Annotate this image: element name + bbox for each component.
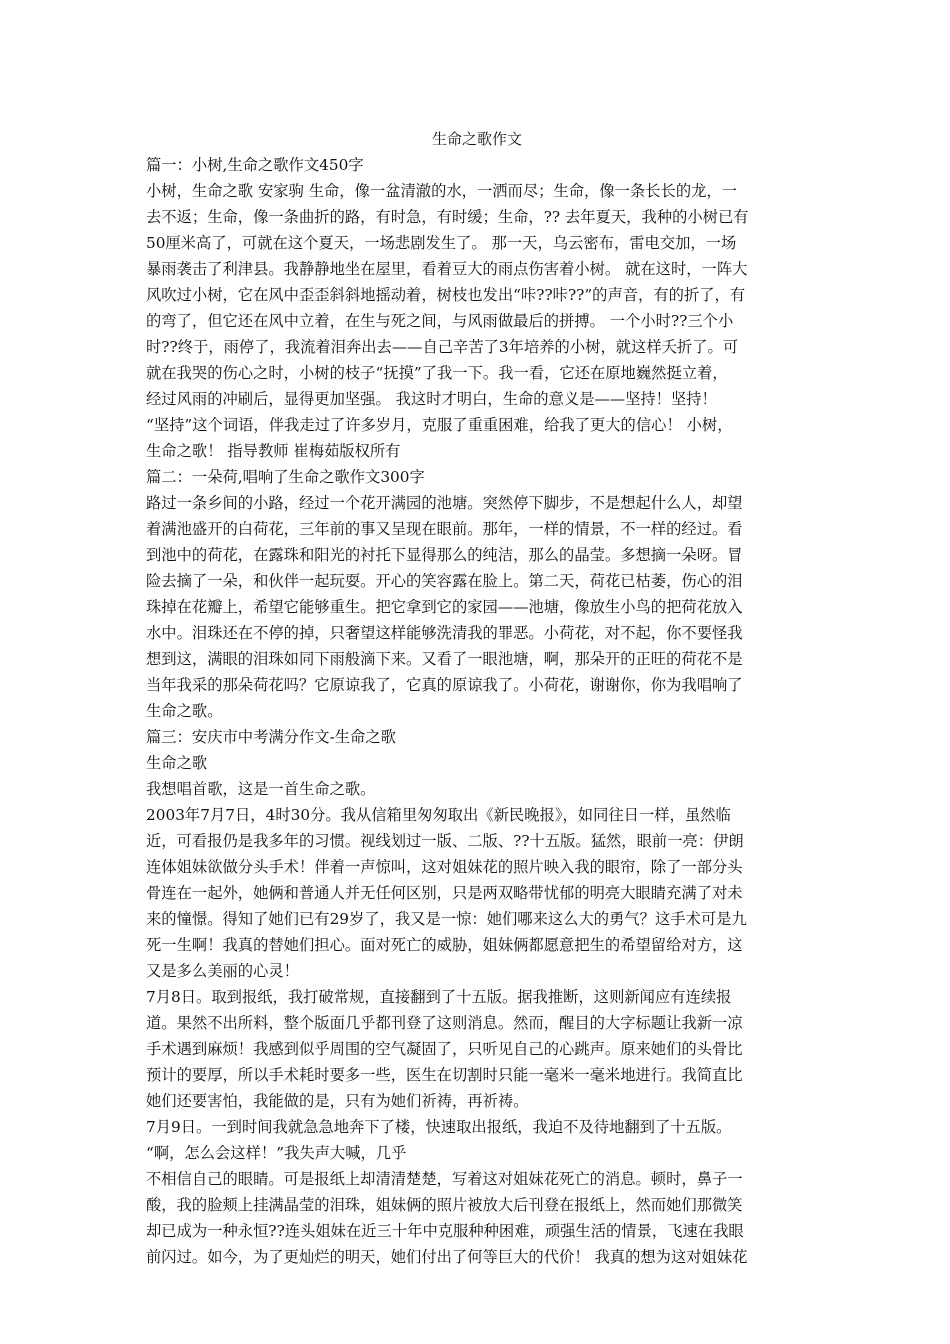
text-line: 连体姐妹欲做分头手术！伴着一声惊叫，这对姐妹花的照片映入我的眼帘，除了一部分头 xyxy=(146,858,743,876)
text-line: 手术遇到麻烦！我感到似乎周围的空气凝固了，只听见自己的心跳声。原来她们的头骨比 xyxy=(146,1040,743,1058)
text-line: 骨连在一起外，她俩和普通人并无任何区别，只是两双略带忧郁的明亮大眼睛充满了对未 xyxy=(146,884,743,902)
text-line: 又是多么美丽的心灵！ xyxy=(146,962,299,980)
text-line: 生命之歌！ 指导教师 崔梅茹版权所有 xyxy=(146,442,401,460)
text-line: 道。果然不出所料，整个版面几乎都刊登了这则消息。然而，醒目的大字标题让我新一凉 xyxy=(146,1014,743,1032)
text-line: 风吹过小树，它在风中歪歪斜斜地摇动着，树枝也发出“咔??咔??”的声音，有的折了，有 xyxy=(146,286,746,304)
text-line: 篇三：安庆市中考满分作文-生命之歌 xyxy=(146,728,396,746)
text-line: 去不返；生命，像一条曲折的路，有时急，有时缓；生命，?? 去年夏天，我种的小树已有 xyxy=(146,208,749,226)
text-line: 到池中的荷花，在露珠和阳光的衬托下显得那么的纯洁，那么的晶莹。多想摘一朵呀。冒 xyxy=(146,546,743,564)
text-line: 暴雨袭击了利津县。我静静地坐在屋里，看着豆大的雨点伤害着小树。 就在这时，一阵大 xyxy=(146,260,748,278)
text-line: 当年我采的那朵荷花吗？它原谅我了，它真的原谅我了。小荷花，谢谢你，你为我唱响了 xyxy=(146,676,743,694)
text-line: 死一生啊！我真的替她们担心。面对死亡的威胁，姐妹俩都愿意把生的希望留给对方，这 xyxy=(146,936,743,954)
text-line: 想到这，满眼的泪珠如同下雨般滴下来。又看了一眼池塘，啊，那朵开的正旺的荷花不是 xyxy=(146,650,743,668)
text-line: 就在我哭的伤心之时，小树的枝子“抚摸”了我一下。我一看，它还在原地巍然挺立着， xyxy=(146,364,728,382)
text-line: 珠掉在花瓣上，希望它能够重生。把它拿到它的家园——池塘，像放生小鸟的把荷花放入 xyxy=(146,598,743,616)
text-line: 小树，生命之歌 安家驹 生命，像一盆清澈的水，一洒而尽；生命，像一条长长的龙，一 xyxy=(146,182,738,200)
text-line: 却已成为一种永恒??连头姐妹在近三十年中克服种种困难，顽强生活的情景，飞速在我眼 xyxy=(146,1222,744,1240)
text-line: 路过一条乡间的小路，经过一个花开满园的池塘。突然停下脚步，不是想起什么人，却望 xyxy=(146,494,743,512)
text-line: 来的憧憬。得知了她们已有29岁了，我又是一惊：她们哪来这么大的勇气？这手术可是九 xyxy=(146,910,747,928)
text-line: 着满池盛开的白荷花，三年前的事又呈现在眼前。那年，一样的情景，不一样的经过。看 xyxy=(146,520,743,538)
text-line: 不相信自己的眼睛。可是报纸上却清清楚楚，写着这对姐妹花死亡的消息。顿时，鼻子一 xyxy=(146,1170,743,1188)
text-line: 生命之歌 xyxy=(146,754,208,772)
text-line: 险去摘了一朵，和伙伴一起玩耍。开心的笑容露在脸上。第二天，荷花已枯萎，伤心的泪 xyxy=(146,572,743,590)
text-line: 她们还要害怕，我能做的是，只有为她们祈祷，再祈祷。 xyxy=(146,1092,529,1110)
text-line: 前闪过。如今，为了更灿烂的明天，她们付出了何等巨大的代价！ 我真的想为这对姐妹花 xyxy=(146,1248,748,1266)
text-line: 水中。泪珠还在不停的掉，只奢望这样能够洗清我的罪恶。小荷花，对不起，你不要怪我 xyxy=(146,624,743,642)
text-line: 的弯了，但它还在风中立着，在生与死之间，与风雨做最后的拼搏。 一个小时??三个小 xyxy=(146,312,734,330)
text-line: 预计的要厚，所以手术耗时要多一些，医生在切割时只能一毫米一毫米地进行。我简直比 xyxy=(146,1066,743,1084)
text-line: 经过风雨的冲刷后，显得更加坚强。 我这时才明白，生命的意义是——坚持！坚持！ xyxy=(146,390,717,408)
text-line: 篇一：小树,生命之歌作文450字 xyxy=(146,156,364,174)
text-line: 2003年7月7日，4时30分。我从信箱里匆匆取出《新民晚报》，如同往日一样，虽然临 xyxy=(146,806,731,824)
text-line: 7月8日。取到报纸，我打破常规，直接翻到了十五版。据我推断，这则新闻应有连续报 xyxy=(146,988,732,1006)
document-page xyxy=(146,126,808,1270)
text-line: 酸，我的脸颊上挂满晶莹的泪珠，姐妹俩的照片被放大后刊登在报纸上，然而她们那微笑 xyxy=(146,1196,743,1214)
text-line: “啊，怎么会这样！”我失声大喊，几乎 xyxy=(146,1144,407,1162)
text-line: 近，可看报仍是我多年的习惯。视线划过一版、二版、??十五版。猛然，眼前一亮：伊朗 xyxy=(146,832,744,850)
text-line: “坚持”这个词语，伴我走过了许多岁月，克服了重重困难，给我了更大的信心！ 小树， xyxy=(146,416,733,434)
text-line: 50厘米高了，可就在这个夏天，一场悲剧发生了。 那一天，乌云密布，雷电交加，一场 xyxy=(146,234,737,252)
text-line: 时??终于，雨停了，我流着泪奔出去——自己辛苦了3年培养的小树，就这样夭折了。可 xyxy=(146,338,739,356)
text-line: 生命之歌。 xyxy=(146,702,223,720)
text-line: 我想唱首歌，这是一首生命之歌。 xyxy=(146,780,376,798)
text-line: 7月9日。一到时间我就急急地奔下了楼，快速取出报纸，我迫不及待地翻到了十五版。 xyxy=(146,1118,732,1136)
document-body xyxy=(146,152,808,1270)
document-title: 生命之歌作文 xyxy=(431,130,522,148)
text-line: 篇二：一朵荷,唱响了生命之歌作文300字 xyxy=(146,468,425,486)
